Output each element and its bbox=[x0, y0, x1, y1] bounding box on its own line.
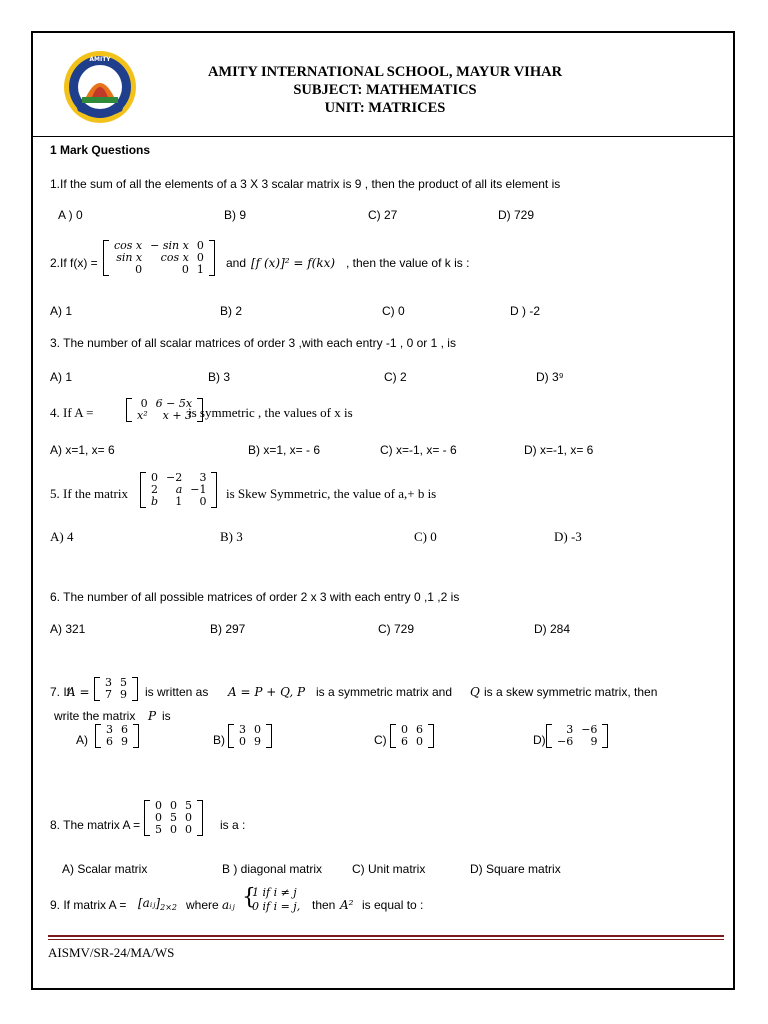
q4-option-c: C) x=-1, x= - 6 bbox=[380, 443, 457, 457]
question-1: 1.If the sum of all the elements of a 3 X 3 scalar matrix is 9 , then the product of all its element is bbox=[50, 177, 561, 191]
q4-matrix: 0 6 − 5x x² x + 3 bbox=[126, 398, 203, 422]
svg-text:AMITY: AMITY bbox=[89, 56, 111, 63]
subject-title: SUBJECT: MATHEMATICS bbox=[293, 82, 477, 98]
q7-option-b-matrix: 3 0 0 9 bbox=[228, 724, 272, 748]
question-2-prefix: 2.If f(x) = bbox=[50, 256, 98, 270]
q8-matrix: 0 0 5 0 5 0 5 0 0 bbox=[144, 800, 203, 836]
question-4-prefix: 4. If A = bbox=[50, 405, 94, 420]
q2-suffix: , then the value of k is : bbox=[346, 256, 470, 270]
q5-suffix: is Skew Symmetric, the value of a,+ b is bbox=[226, 486, 437, 501]
q6-option-d: D) 284 bbox=[534, 622, 571, 636]
school-name: AMITY INTERNATIONAL SCHOOL, MAYUR VIHAR bbox=[207, 64, 563, 80]
q7-line-2: write the matrix bbox=[54, 709, 136, 723]
q6-option-c: C) 729 bbox=[378, 622, 415, 636]
q7-text-3: is a skew symmetric matrix, then bbox=[484, 685, 658, 699]
q9-aij-2: aᵢⱼ bbox=[222, 898, 235, 912]
q1-option-d: D) 729 bbox=[498, 208, 535, 222]
q4-option-d: D) x=-1, x= 6 bbox=[524, 443, 594, 457]
q7-option-d: D) bbox=[533, 733, 546, 747]
q5-option-a: A) 4 bbox=[50, 529, 74, 544]
q8-option-a: A) Scalar matrix bbox=[62, 862, 148, 876]
q7-eq-q: Q bbox=[470, 685, 480, 699]
q8-option-c: C) Unit matrix bbox=[352, 862, 426, 876]
q7-eq-p: P bbox=[148, 709, 157, 723]
q9-brace: { bbox=[242, 885, 256, 910]
q7-eq-a: A = bbox=[67, 685, 90, 699]
q1-option-a: A ) 0 bbox=[58, 208, 83, 222]
q9-case-2: 0 if i = j, bbox=[252, 900, 301, 913]
q5-option-c: C) 0 bbox=[414, 529, 437, 544]
q9-eq: A² bbox=[340, 898, 354, 912]
q8-option-b: B ) diagonal matrix bbox=[222, 862, 323, 876]
q7-eq-2: A = P + Q, P bbox=[228, 685, 306, 699]
footer-rule-thin bbox=[48, 939, 724, 940]
q3-option-a: A) 1 bbox=[50, 370, 73, 384]
footer-rule-thick bbox=[48, 935, 724, 937]
question-5-prefix: 5. If the matrix bbox=[50, 486, 128, 501]
q7-text-1: is written as bbox=[145, 685, 209, 699]
q7-option-a-matrix: 3 6 6 9 bbox=[95, 724, 139, 748]
q2-and: and bbox=[226, 256, 247, 270]
q6-option-b: B) 297 bbox=[210, 622, 246, 636]
q5-option-d: D) -3 bbox=[554, 529, 582, 544]
q4-option-b: B) x=1, x= - 6 bbox=[248, 443, 321, 457]
question-3: 3. The number of all scalar matrices of order 3 ,with each entry -1 , 0 or 1 , is bbox=[50, 336, 456, 350]
q9-where: where bbox=[186, 898, 219, 912]
q2-equation: [f (x)]² = f(kx) bbox=[251, 256, 336, 270]
q7-matrix: 3 5 7 9 bbox=[94, 677, 138, 701]
school-seal-logo bbox=[62, 49, 138, 125]
q7-text-2: is a symmetric matrix and bbox=[316, 685, 453, 699]
q9-then: then bbox=[312, 898, 336, 912]
q6-option-a: A) 321 bbox=[50, 622, 86, 636]
q5-matrix: 0 −2 3 2 a −1 b 1 0 bbox=[140, 472, 217, 508]
question-6: 6. The number of all possible matrices of order 2 x 3 with each entry 0 ,1 ,2 is bbox=[50, 590, 460, 604]
q5-option-b: B) 3 bbox=[220, 529, 243, 544]
q4-suffix: is symmetric , the values of x is bbox=[188, 405, 353, 420]
q1-option-b: B) 9 bbox=[224, 208, 247, 222]
q7-option-d-matrix: 3 −6 −6 9 bbox=[546, 724, 608, 748]
q9-case-1: 1 if i ≠ j bbox=[252, 886, 297, 899]
q9-suffix: is equal to : bbox=[362, 898, 424, 912]
q2-option-b: B) 2 bbox=[220, 304, 243, 318]
q7-line-2b: is bbox=[162, 709, 171, 723]
q8-suffix: is a : bbox=[220, 818, 246, 832]
section-heading: 1 Mark Questions bbox=[50, 143, 151, 157]
header-divider bbox=[33, 136, 733, 137]
q3-option-d: D) 3⁹ bbox=[536, 370, 564, 384]
question-9-prefix: 9. If matrix A = bbox=[50, 898, 127, 912]
q2-option-c: C) 0 bbox=[382, 304, 405, 318]
q9-aij: $[aᵢⱼ]_{2\times 2}$ bbox=[138, 896, 177, 912]
footer-code: AISMV/SR-24/MA/WS bbox=[48, 945, 175, 960]
q1-option-c: C) 27 bbox=[368, 208, 398, 222]
q3-option-c: C) 2 bbox=[384, 370, 407, 384]
q8-option-d: D) Square matrix bbox=[470, 862, 561, 876]
q7-option-b: B) bbox=[213, 733, 225, 747]
question-7-prefix: 7. If bbox=[50, 685, 71, 699]
q2-matrix: cos x − sin x 0 sin x cos x 0 0 0 1 bbox=[103, 240, 215, 276]
q3-option-b: B) 3 bbox=[208, 370, 231, 384]
q7-option-c-matrix: 0 6 6 0 bbox=[390, 724, 434, 748]
unit-title: UNIT: MATRICES bbox=[324, 100, 446, 116]
question-8-prefix: 8. The matrix A = bbox=[50, 818, 141, 832]
q7-option-c: C) bbox=[374, 733, 387, 747]
q2-option-a: A) 1 bbox=[50, 304, 73, 318]
q4-option-a: A) x=1, x= 6 bbox=[50, 443, 115, 457]
q7-option-a: A) bbox=[76, 733, 88, 747]
page-frame bbox=[31, 31, 735, 990]
q2-option-d: D ) -2 bbox=[510, 304, 540, 318]
